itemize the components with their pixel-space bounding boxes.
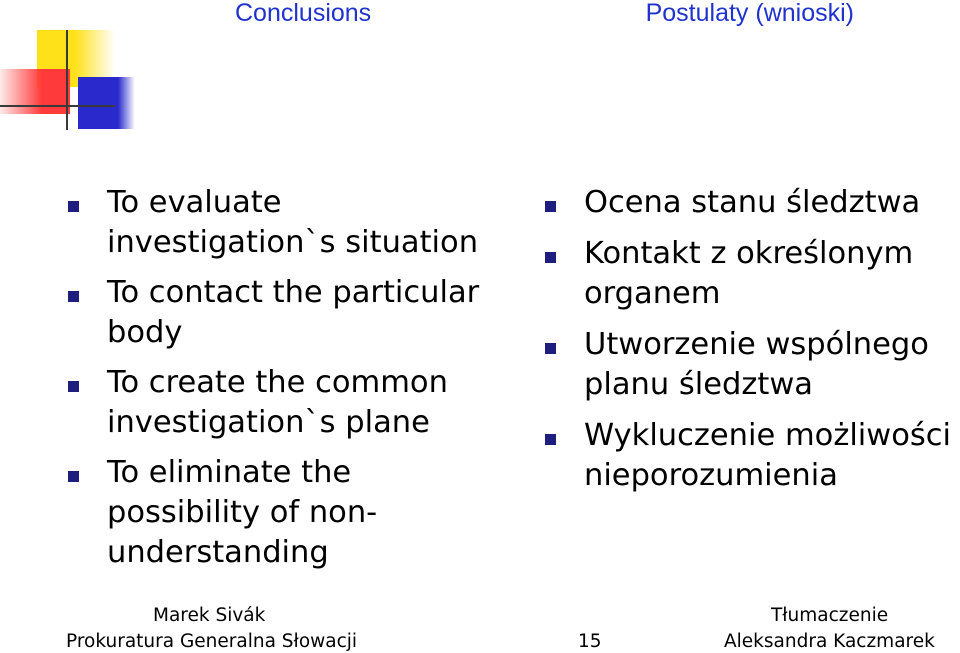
english-conclusions-list <box>68 183 488 583</box>
square-bullet-icon <box>545 252 556 263</box>
list-item-line: Ocena stanu śledztwa <box>584 185 921 220</box>
list-item-line: Utworzenie wspólnego <box>584 327 929 362</box>
list-item <box>545 183 955 223</box>
footer-translator: Aleksandra Kaczmarek <box>724 631 935 652</box>
decorative-squares-logo <box>0 25 135 135</box>
list-item-line: nieporozumienia <box>584 458 838 493</box>
square-bullet-icon <box>68 201 79 212</box>
footer-translator-label: Tłumaczenie <box>771 605 889 626</box>
list-item-line: organem <box>584 276 721 311</box>
logo-red-bar <box>0 69 70 114</box>
list-item-line: Kontakt z określonym <box>584 236 914 271</box>
list-item-line: To evaluate <box>107 185 282 220</box>
list-item-line: To eliminate the <box>107 455 352 490</box>
list-item <box>545 416 955 496</box>
square-bullet-icon <box>68 471 79 482</box>
list-item <box>545 234 955 314</box>
list-item <box>68 363 488 443</box>
footer-author: Marek Sivák <box>153 605 266 626</box>
list-item <box>68 273 488 353</box>
list-item <box>545 325 955 405</box>
square-bullet-icon <box>68 291 79 302</box>
list-item-line: To create the common <box>107 365 448 400</box>
list-item-line: possibility of non- <box>107 495 378 530</box>
list-item-line: investigation`s plane <box>107 405 430 440</box>
square-bullet-icon <box>545 201 556 212</box>
logo-vertical-line <box>66 30 68 130</box>
slide-title-english: Conclusions <box>235 0 372 27</box>
square-bullet-icon <box>545 343 556 354</box>
polish-conclusions-list <box>545 183 955 507</box>
footer-organization: Prokuratura Generalna Słowacji <box>66 631 358 652</box>
square-bullet-icon <box>68 381 79 392</box>
page-number: 15 <box>578 631 602 652</box>
slide-title-polish: Postulaty (wnioski) <box>645 0 854 27</box>
list-item <box>68 453 488 573</box>
list-item-line: planu śledztwa <box>584 367 813 402</box>
list-item-line: To contact the particular <box>107 275 480 310</box>
logo-blue-shade <box>118 77 135 129</box>
list-item-line: Wykluczenie możliwości <box>584 418 952 453</box>
logo-blue-square <box>78 77 118 129</box>
list-item-line: understanding <box>107 535 329 570</box>
list-item <box>68 183 488 263</box>
logo-horizontal-line <box>0 105 115 107</box>
square-bullet-icon <box>545 434 556 445</box>
list-item-line: body <box>107 315 183 350</box>
list-item-line: investigation`s situation <box>107 225 479 260</box>
